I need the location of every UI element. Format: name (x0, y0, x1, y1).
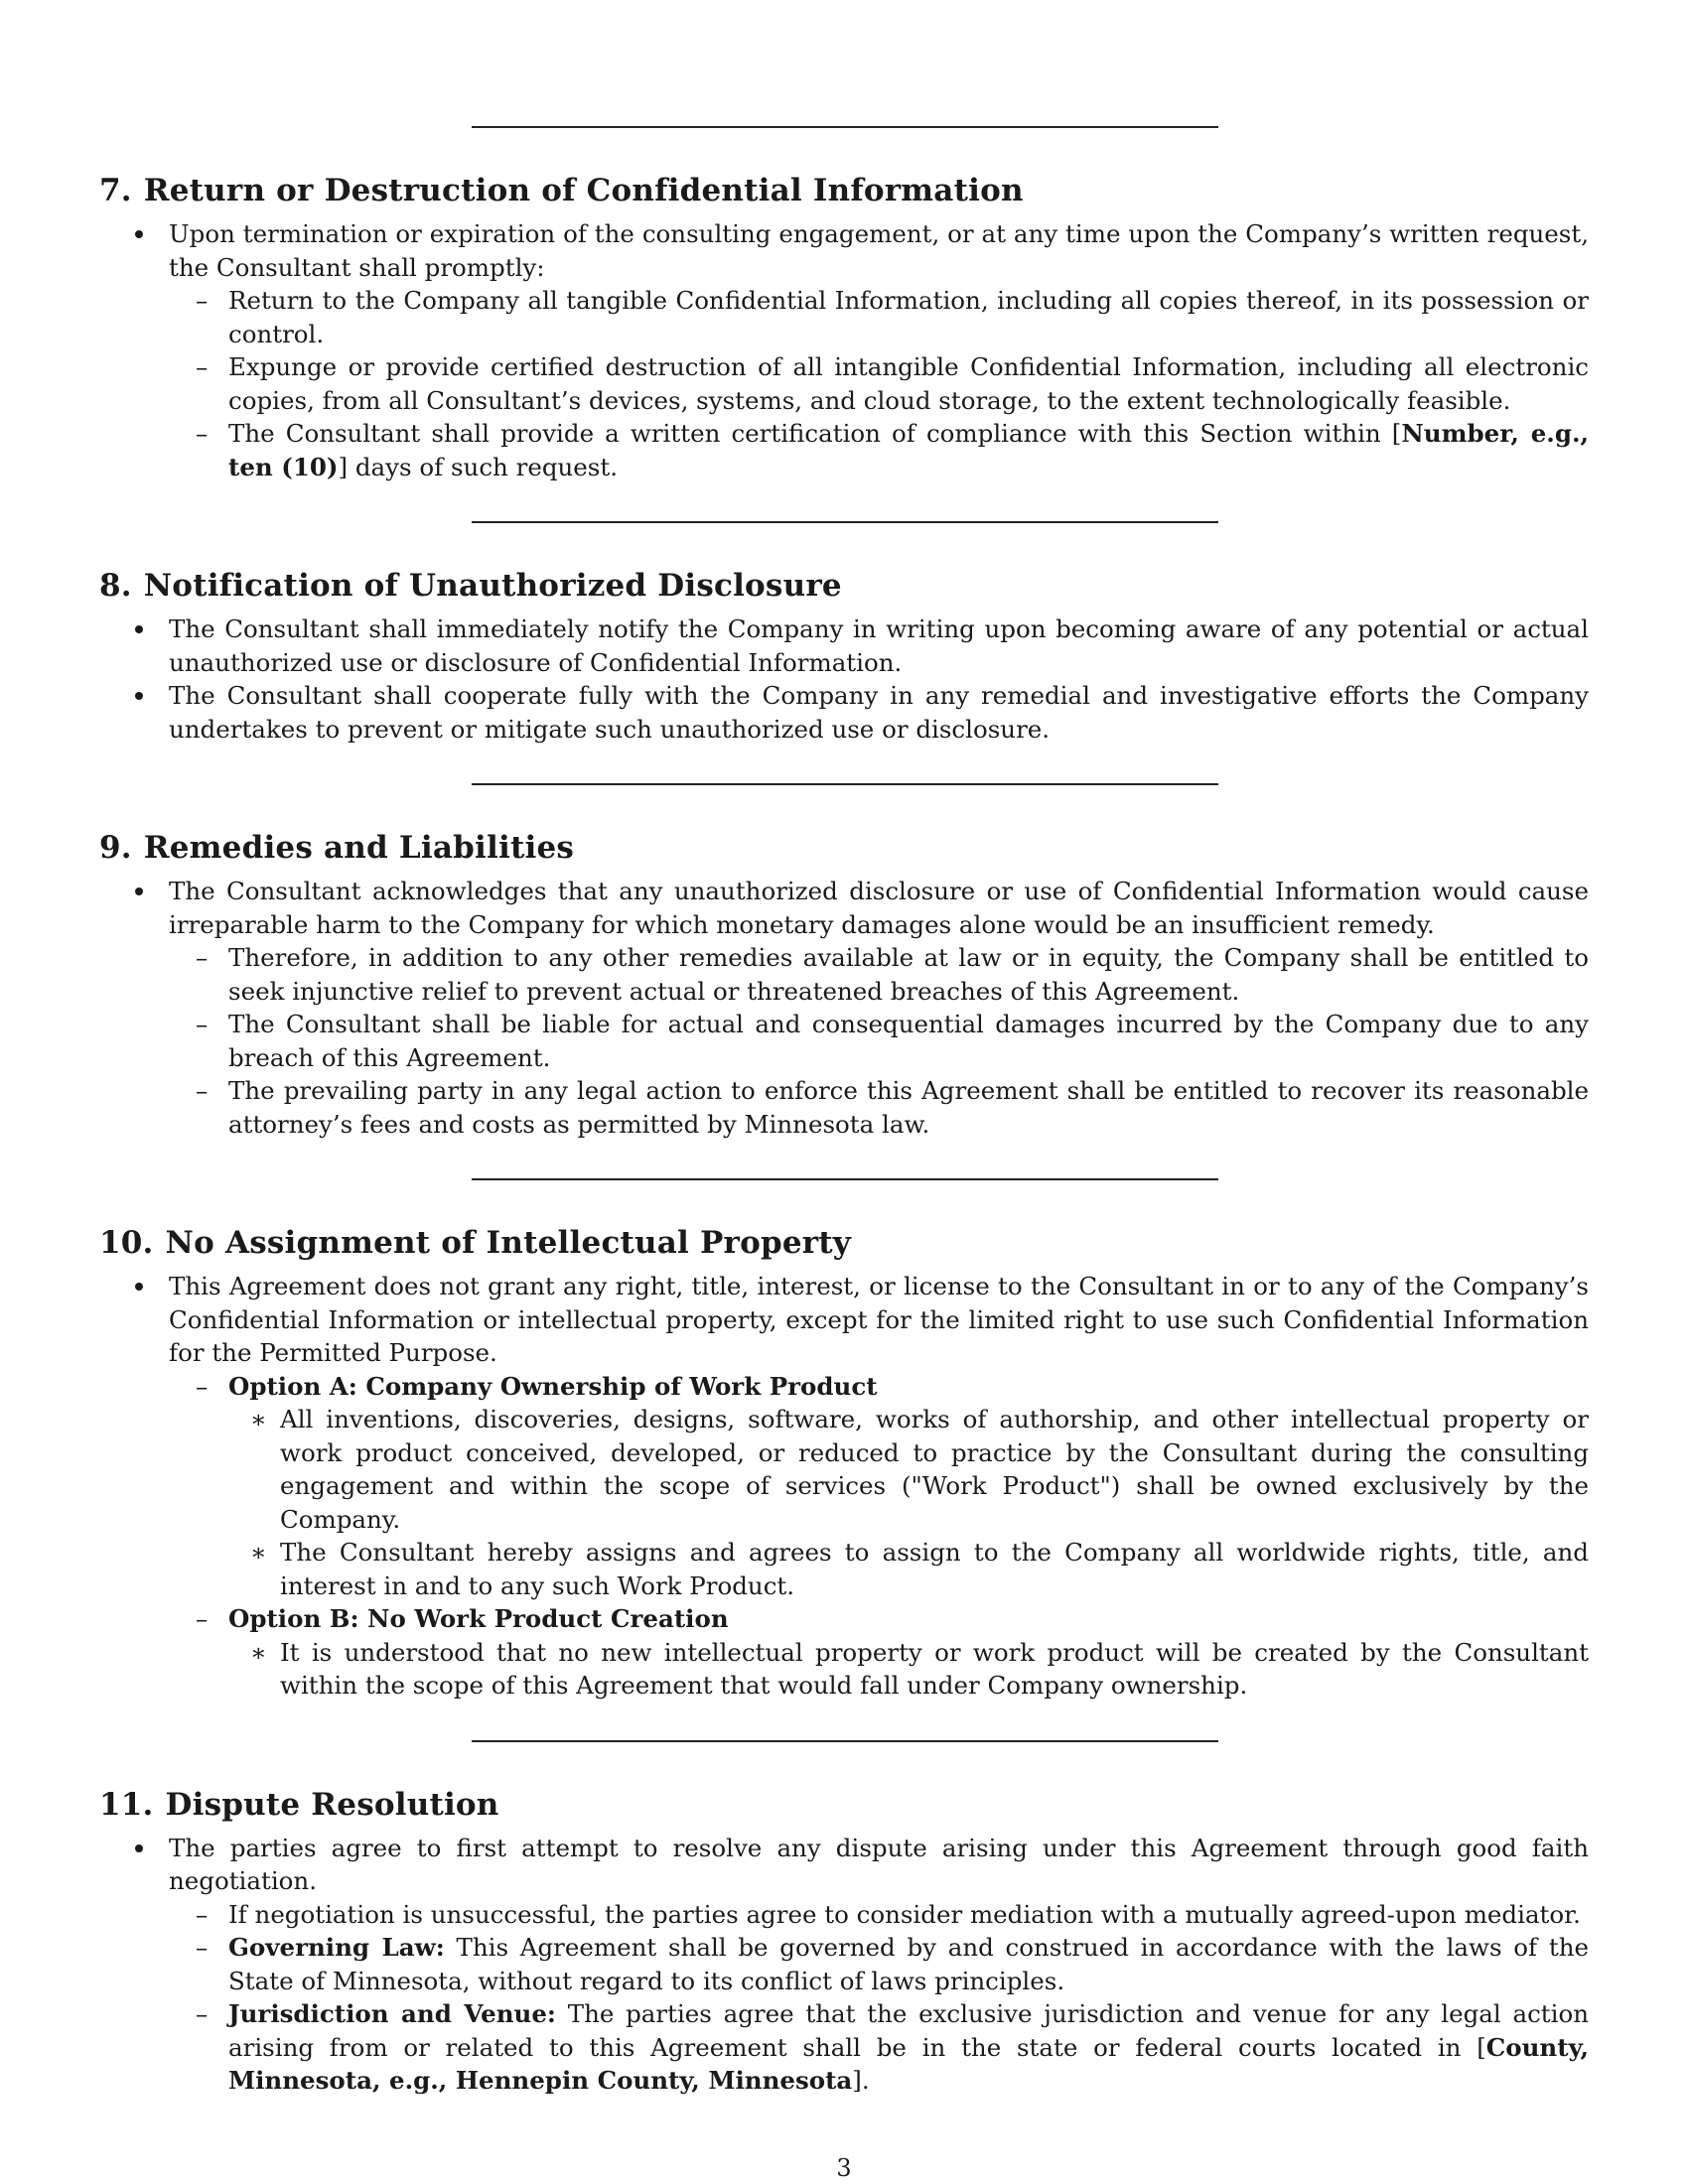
governing-law-item: – Governing Law: This Agreement shall be governed by and construed in accordance with the laws of the State of Minnesota, without regard to its conflict of laws principles. (196, 1933, 1589, 1995)
dash-marker: – (196, 943, 209, 972)
dash-marker: – (196, 1371, 209, 1401)
document-page (99, 0, 1589, 2098)
section-heading-11: 11. Dispute Resolution (99, 1786, 499, 1823)
section-divider (472, 126, 1218, 128)
sub-item: – If negotiation is unsuccessful, the parties agree to consider mediation with a mutually agreed-upon mediator. (99, 1898, 1589, 1932)
sub-item: – Therefore, in addition to any other remedies available at law or in equity, the Company shall be entitled to seek injunctive relief to prevent actual or threatened breaches of this Agreement. (196, 943, 1589, 1006)
dash-marker: – (196, 419, 209, 448)
bullet-marker (135, 1844, 143, 1852)
dash-marker: – (196, 352, 209, 381)
bullet-item: The Consultant shall cooperate fully with the Company in any remedial and investigative efforts the Company undertakes to prevent or mitigate such unauthorized use or disclosure. (99, 679, 1589, 746)
bullet-marker (135, 1283, 143, 1291)
option-b-item: ∗ It is understood that no new intellectual property or work product will be created by the Consultant within the scope of this Agreement that would fall under Company ownership. (250, 1637, 1589, 1700)
section-divider (472, 521, 1218, 523)
bullet-item: The Consultant shall immediately notify the Company in writing upon becoming aware of any potential or actual unauthorized use or disclosure of Confidential Information. (99, 613, 1589, 679)
bullet-item: This Agreement does not grant any right, title, interest, or license to the Consultant in or to any of the Company’s Confidential Information or intellectual property, except for the limited right to use such Confidential Information for the Permitted Purpose. (99, 1270, 1589, 1370)
bullet-marker (135, 625, 143, 633)
option-b: – Option B: No Work Product Creation (99, 1602, 1589, 1636)
sub-item: – The Consultant shall provide a written certification of compliance with this Section within [Number, e.g., ten (10)] days of such request. (196, 419, 1590, 481)
section-heading-9: 9. Remedies and Liabilities (99, 830, 575, 866)
asterisk-marker: ∗ (250, 1538, 267, 1567)
section-divider (472, 1740, 1218, 1742)
sub-item: – Return to the Company all tangible Confidential Information, including all copies thereof, in its possession or control. (196, 286, 1589, 348)
dash-marker: – (196, 1076, 209, 1105)
bullet-item: The Consultant acknowledges that any unauthorized disclosure or use of Confidential Information would cause irreparable harm to the Company for which monetary damages alone would be an insufficient remedy. (99, 875, 1589, 941)
option-a-item: ∗ The Consultant hereby assigns and agrees to assign to the Company all worldwide rights, title, and interest in and to any such Work Product. (250, 1538, 1589, 1600)
dash-marker: – (196, 1010, 209, 1038)
bullet-item: The parties agree to first attempt to resolve any dispute arising under this Agreement through good faith negotiation. (99, 1832, 1589, 1898)
section-heading-10: 10. No Assignment of Intellectual Property (99, 1225, 852, 1261)
option-a-item: ∗ All inventions, discoveries, designs, software, works of authorship, and other intellectual property or work product conceived, developed, or reduced to practice by the Consultant during the consulting engagement and within the scope of services ("Work Product") shall be owned exclusively by the Company. (250, 1405, 1589, 1534)
dash-marker: – (196, 1899, 209, 1929)
section-divider (472, 1178, 1218, 1180)
dash-marker: – (196, 1933, 209, 1962)
section-divider (472, 783, 1218, 785)
bullet-marker (135, 887, 143, 895)
sub-item: – The prevailing party in any legal action to enforce this Agreement shall be entitled to recover its reasonable attorney’s fees and costs as permitted by Minnesota law. (196, 1076, 1589, 1139)
dash-marker: – (196, 1999, 209, 2028)
asterisk-marker: ∗ (250, 1637, 267, 1667)
bullet-marker (135, 230, 143, 238)
section-heading-7: 7. Return or Destruction of Confidential Information (99, 173, 1024, 208)
page-number: 3 (836, 2154, 852, 2182)
sub-item: – The Consultant shall be liable for actual and consequential damages incurred by the Company due to any breach of this Agreement. (196, 1010, 1589, 1072)
bullet-marker (135, 692, 143, 700)
option-a: – Option A: Company Ownership of Work Product (99, 1370, 1589, 1404)
jurisdiction-item: – Jurisdiction and Venue: The parties agree that the exclusive jurisdiction and venue for any legal action arising from or related to this Agreement shall be in the state or federal courts located in [County, Minnesota, e.g., Hennepin County, Minnesota]. (196, 1999, 1590, 2095)
placeholder-days: Number, e.g., ten (10) (228, 419, 1590, 481)
asterisk-marker: ∗ (250, 1405, 267, 1433)
dash-marker: – (196, 286, 209, 315)
dash-marker: – (196, 1604, 209, 1633)
section-heading-8: 8. Notification of Unauthorized Disclosure (99, 568, 842, 604)
bullet-item: Upon termination or expiration of the consulting engagement, or at any time upon the Company’s written request, the Consultant shall promptly: (99, 217, 1589, 284)
placeholder-county: County, Minnesota, e.g., Hennepin County, Minnesota (228, 2032, 1589, 2095)
sub-item: – Expunge or provide certified destruction of all intangible Confidential Information, including all electronic copies, from all Consultant’s devices, systems, and cloud storage, to the extent technologically feasible. (196, 352, 1589, 415)
